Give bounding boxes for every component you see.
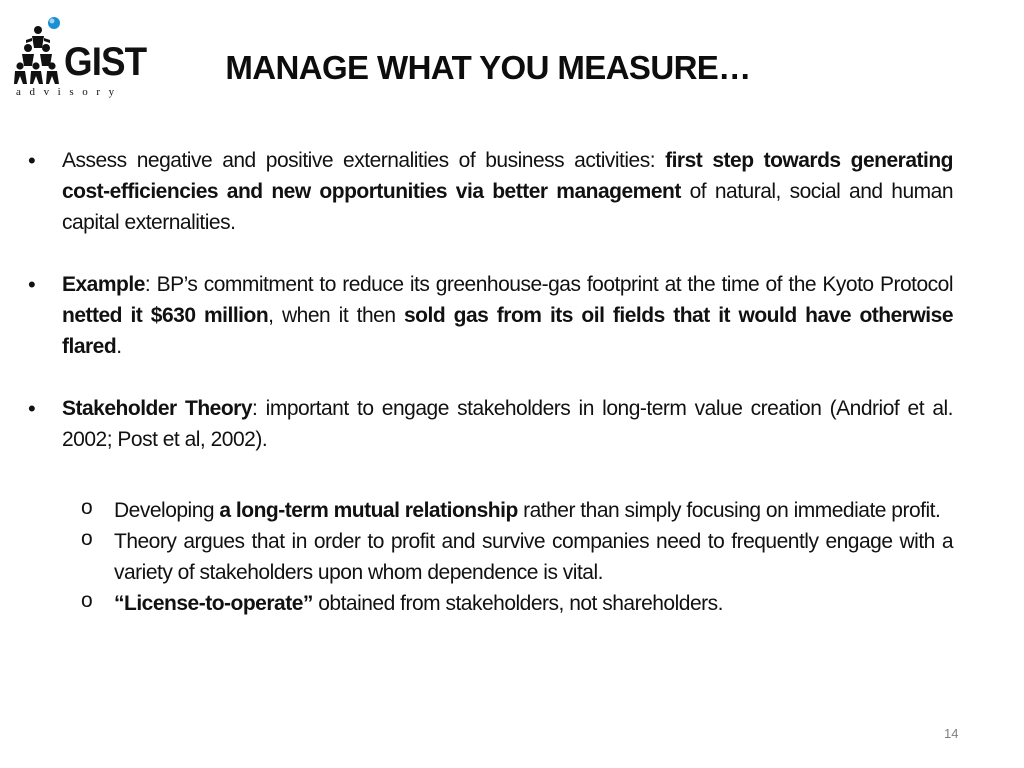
text-run: , when it then (268, 304, 404, 327)
text-run: : important to engage stakeholders in long-term value creation (Andriof et al. 2002; Post et al, 2002). (62, 397, 954, 451)
bold-run: sold gas from its oil fields that it would have otherwise flared (62, 304, 954, 358)
bullet-marker: • (28, 148, 36, 173)
bold-run: Stakeholder Theory (62, 397, 253, 420)
bold-run: netted it $630 million (62, 304, 269, 327)
text-run: : BP’s commitment to reduce its greenhouse-gas footprint at the time of the Kyoto Protocol (144, 273, 953, 296)
sub-bullet-text (114, 592, 723, 615)
bullet-externalities (28, 145, 953, 238)
bold-run: Example (62, 273, 145, 296)
sub-bullet-text (114, 530, 953, 584)
bullet-text (62, 149, 953, 234)
sub-bullet-theory (28, 526, 953, 588)
text-run: Assess negative and positive externalities of business activities: (62, 149, 666, 172)
logo-subtitle: advisory (16, 86, 123, 98)
sub-bullet-marker: o (81, 527, 93, 550)
text-run: Developing (114, 499, 220, 522)
page-number: 14 (944, 726, 959, 741)
text-run: Theory argues that in order to profit and survive companies need to frequently engage with a variety of stakeholders upon whom dependence is vital. (114, 530, 953, 584)
bullet-example (28, 269, 953, 362)
sub-bullet-marker: o (81, 496, 93, 519)
sub-bullet-license (28, 588, 953, 619)
text-run: . (116, 335, 122, 358)
text-run: of natural, social and human capital externalities. (62, 180, 954, 234)
bold-run: “License-to-operate” (114, 592, 313, 615)
bullet-marker: • (28, 396, 36, 421)
logo-wordmark: GIST (64, 40, 147, 84)
bullet-marker: • (28, 272, 36, 297)
sub-bullet-text (114, 499, 940, 522)
text-run: rather than simply focusing on immediate profit. (517, 499, 941, 522)
bullet-text (62, 273, 953, 358)
bullet-text (62, 397, 953, 451)
slide-body (28, 145, 953, 619)
page-title: MANAGE WHAT YOU MEASURE… (225, 49, 751, 86)
bold-run: a long-term mutual relationship (219, 499, 518, 522)
bold-run: first step towards generating cost-efficiencies and new opportunities via better management (62, 149, 953, 203)
sub-bullet-relationship (28, 495, 953, 526)
sub-bullet-marker: o (81, 589, 93, 612)
bullet-stakeholder-theory (28, 393, 953, 455)
text-run: obtained from stakeholders, not shareholders. (312, 592, 723, 615)
